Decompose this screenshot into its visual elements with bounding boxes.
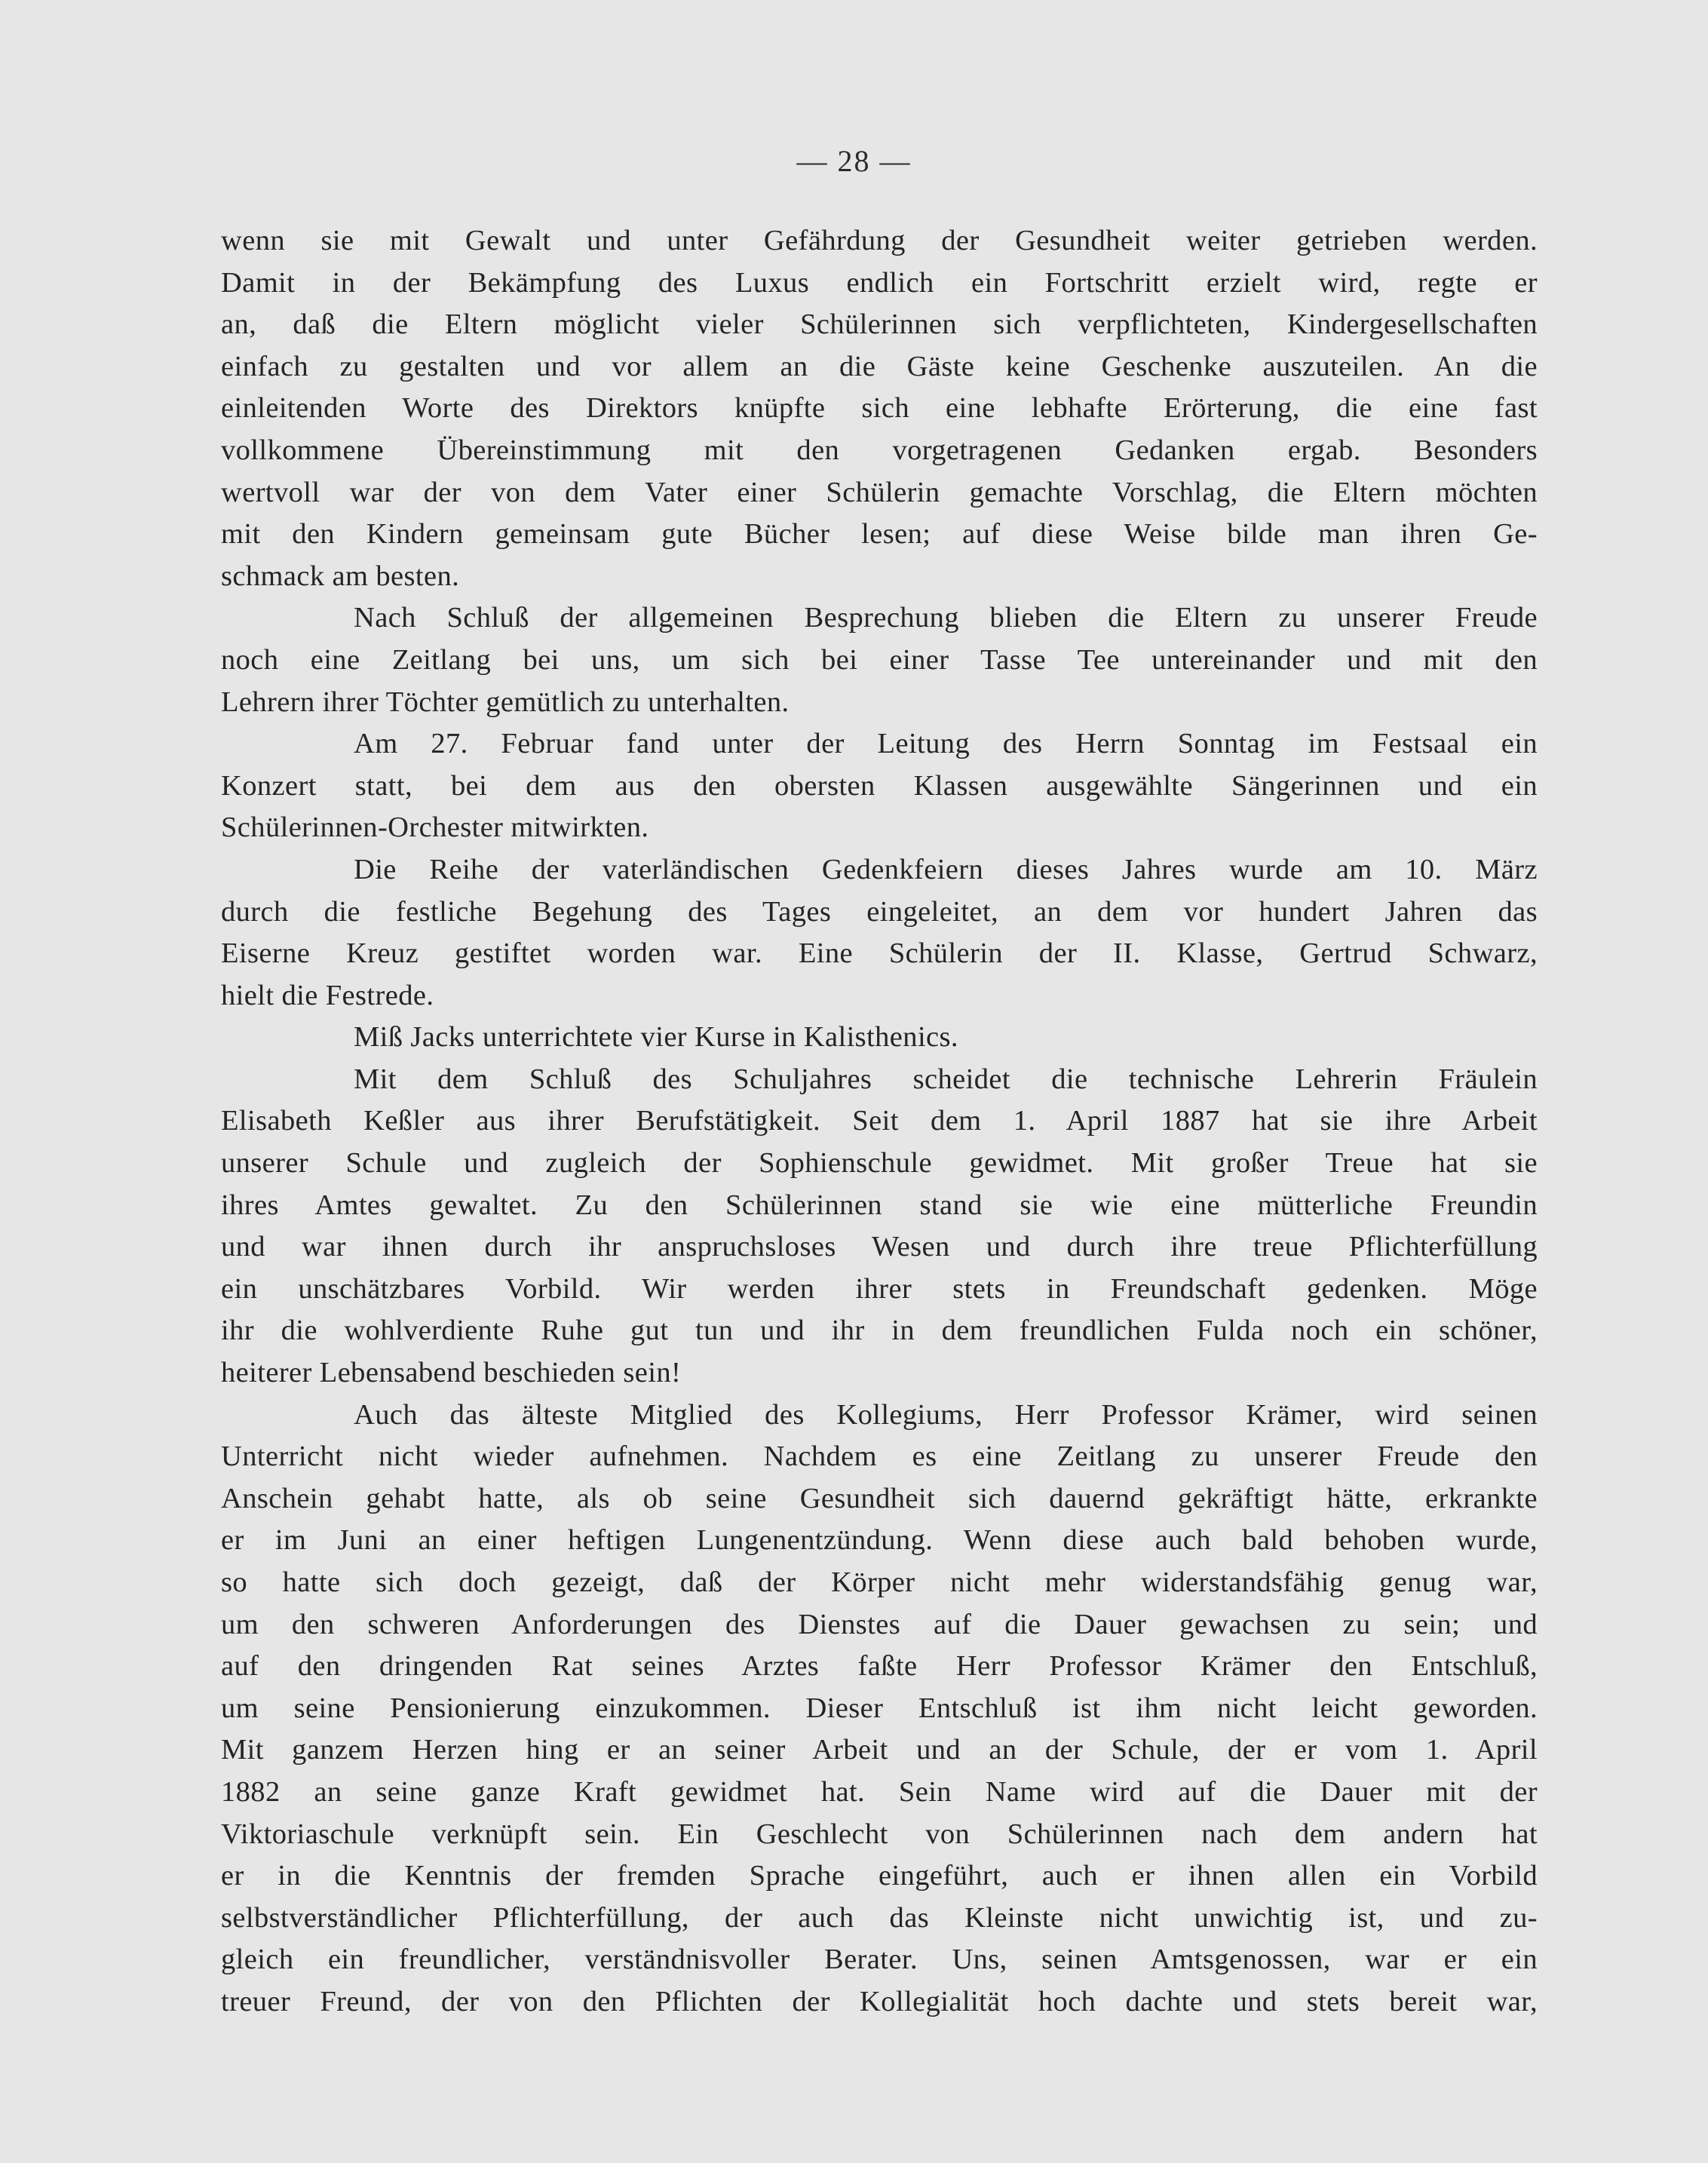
text-line: hielt die Festrede. bbox=[221, 979, 434, 1011]
paragraph-2 bbox=[221, 597, 1538, 723]
text-line: noch eine Zeitlang bei uns, um sich bei einer Tasse Tee untereinander und mit den bbox=[221, 643, 1538, 676]
text-line: vollkommene Übereinstimmung mit den vorgetragenen Gedanken ergab. Besonders bbox=[221, 434, 1538, 466]
paragraph-1 bbox=[221, 220, 1538, 597]
text-line: er im Juni an einer heftigen Lungenentzündung. Wenn diese auch bald behoben wurde, bbox=[221, 1524, 1538, 1557]
text-line: wenn sie mit Gewalt und unter Gefährdung der Gesundheit weiter getrieben werden. bbox=[221, 225, 1538, 256]
text-line: mit den Kindern gemeinsam gute Bücher lesen; auf diese Weise bilde man ihren Ge- bbox=[221, 518, 1538, 551]
text-line: einfach zu gestalten und vor allem an die Gäste keine Geschenke auszuteilen. An die bbox=[221, 350, 1538, 382]
text-line: Elisabeth Keßler aus ihrer Berufstätigkeit. Seit dem 1. April 1887 hat sie ihre Arbeit bbox=[221, 1105, 1538, 1137]
text-line: Mit dem Schluß des Schuljahres scheidet die technische Lehrerin Fräulein bbox=[354, 1063, 1538, 1095]
text-line: Anschein gehabt hatte, als ob seine Gesundheit sich dauernd gekräftigt hätte, erkrankte bbox=[221, 1482, 1538, 1514]
text-line: Unterricht nicht wieder aufnehmen. Nachdem es eine Zeitlang zu unserer Freude den bbox=[221, 1440, 1538, 1473]
text-line: ein unschätzbares Vorbild. Wir werden ihrer stets in Freundschaft gedenken. Möge bbox=[221, 1272, 1538, 1305]
text-line: selbstverständlicher Pflichterfüllung, der auch das Kleinste nicht unwichtig ist, und zu- bbox=[221, 1901, 1538, 1934]
paragraph-7 bbox=[221, 1394, 1538, 2023]
text-line: ihres Amtes gewaltet. Zu den Schülerinnen stand sie wie eine mütterliche Freundin bbox=[221, 1189, 1538, 1221]
text-line: Eiserne Kreuz gestiftet worden war. Eine Schülerin der II. Klasse, Gertrud Schwarz, bbox=[221, 937, 1538, 970]
paragraph-3 bbox=[221, 723, 1538, 849]
text-line: auf den dringenden Rat seines Arztes faßte Herr Professor Krämer den Entschluß, bbox=[221, 1650, 1538, 1683]
text-line: Am 27. Februar fand unter der Leitung des Herrn Sonntag im Festsaal ein bbox=[354, 728, 1538, 760]
text-line: heiterer Lebensabend beschieden sein! bbox=[221, 1357, 682, 1389]
text-line: Auch das älteste Mitglied des Kollegiums, Herr Professor Krämer, wird seinen bbox=[354, 1398, 1538, 1431]
paragraph-6 bbox=[221, 1059, 1538, 1394]
text-line: Viktoriaschule verknüpft sein. Ein Geschlecht von Schülerinnen nach dem andern hat bbox=[221, 1818, 1538, 1850]
text-line: einleitenden Worte des Direktors knüpfte sich eine lebhafte Erörterung, die eine fast bbox=[221, 392, 1538, 425]
text-line: treuer Freund, der von den Pflichten der Kollegialität hoch dachte und stets bereit war, bbox=[221, 1985, 1538, 2017]
text-line: Nach Schluß der allgemeinen Besprechung blieben die Eltern zu unserer Freude bbox=[354, 602, 1538, 634]
text-line: Mit ganzem Herzen hing er an seiner Arbeit und an der Schule, der er vom 1. April bbox=[221, 1734, 1538, 1766]
body-text bbox=[221, 220, 1538, 2023]
text-line: um den schweren Anforderungen des Dienstes auf die Dauer gewachsen zu sein; und bbox=[221, 1608, 1538, 1640]
text-line: gleich ein freundlicher, verständnisvoller Berater. Uns, seinen Amtsgenossen, war er ein bbox=[221, 1944, 1538, 1976]
text-line: Konzert statt, bei dem aus den obersten Klassen ausgewählte Sängerinnen und ein bbox=[221, 769, 1538, 802]
page-number: — 28 — bbox=[796, 144, 912, 178]
text-line: an, daß die Eltern möglicht vieler Schülerinnen sich verpflichteten, Kindergesellschaften bbox=[221, 308, 1538, 341]
text-line: schmack am besten. bbox=[221, 560, 460, 592]
paragraph-4 bbox=[221, 849, 1538, 1017]
text-line: so hatte sich doch gezeigt, daß der Körper nicht mehr widerstandsfähig genug war, bbox=[221, 1566, 1538, 1598]
text-line: und war ihnen durch ihr anspruchsloses Wesen und durch ihre treue Pflichterfüllung bbox=[221, 1231, 1538, 1263]
text-line: Damit in der Bekämpfung des Luxus endlich ein Fortschritt erzielt wird, regte er bbox=[221, 266, 1538, 299]
text-line: 1882 an seine ganze Kraft gewidmet hat. Sein Name wird auf die Dauer mit der bbox=[221, 1775, 1538, 1808]
text-line: Die Reihe der vaterländischen Gedenkfeiern dieses Jahres wurde am 10. März bbox=[354, 853, 1538, 885]
text-line: er in die Kenntnis der fremden Sprache eingeführt, auch er ihnen allen ein Vorbild bbox=[221, 1860, 1538, 1892]
text-line: um seine Pensionierung einzukommen. Dieser Entschluß ist ihm nicht leicht geworden. bbox=[221, 1692, 1538, 1724]
paragraph-5 bbox=[221, 1017, 1538, 1059]
text-line: ihr die wohlverdiente Ruhe gut tun und ihr in dem freundlichen Fulda noch ein schöner, bbox=[221, 1315, 1538, 1347]
text-line: unserer Schule und zugleich der Sophienschule gewidmet. Mit großer Treue hat sie bbox=[221, 1147, 1538, 1180]
text-line: Lehrern ihrer Töchter gemütlich zu unterhalten. bbox=[221, 686, 790, 718]
text-line: durch die festliche Begehung des Tages eingeleitet, an dem vor hundert Jahren das bbox=[221, 895, 1538, 928]
text-line: Schülerinnen-Orchester mitwirkten. bbox=[221, 812, 649, 844]
text-line: Miß Jacks unterrichtete vier Kurse in Kalisthenics. bbox=[354, 1021, 958, 1054]
text-line: wertvoll war der von dem Vater einer Schülerin gemachte Vorschlag, die Eltern möchten bbox=[221, 476, 1538, 508]
